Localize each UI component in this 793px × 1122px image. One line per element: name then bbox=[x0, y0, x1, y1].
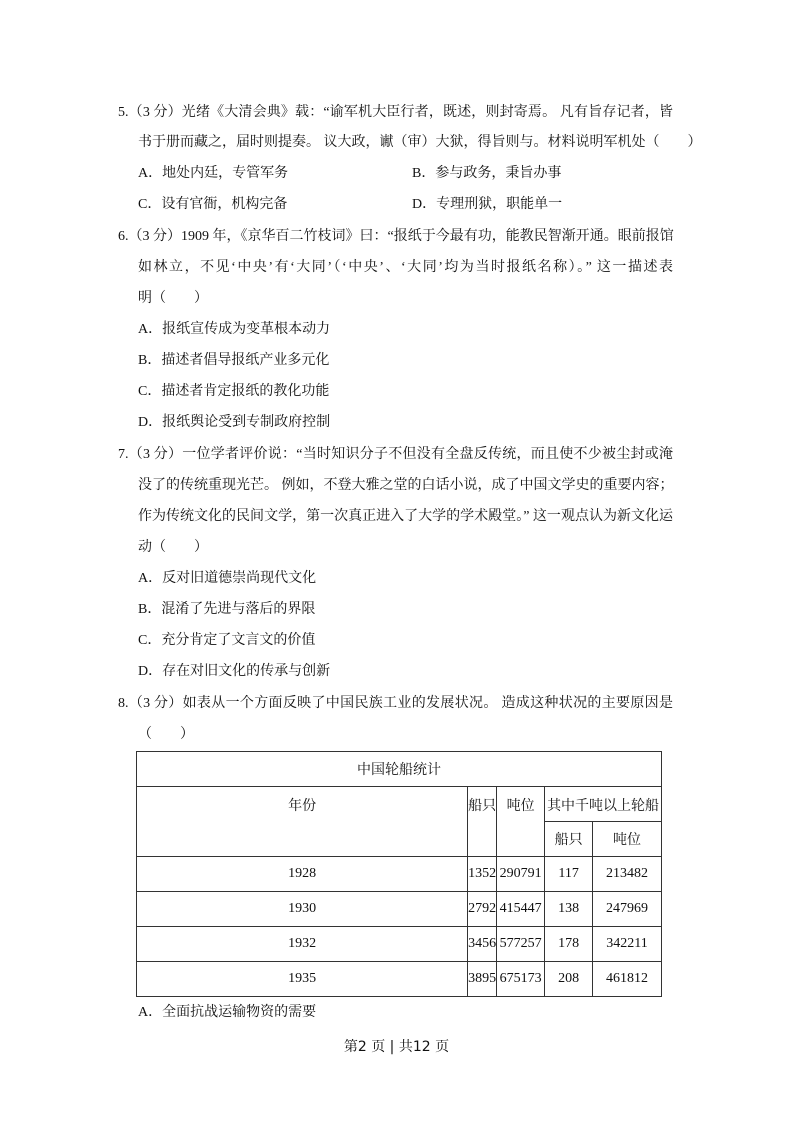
question-text: 5.（3 分）光绪《大清会典》载：“谕军机大臣行者，既述，则封寄焉。 凡有旨存记者，皆 bbox=[118, 105, 673, 120]
option-c: C．设有官衙，机构完备 bbox=[138, 197, 288, 212]
option-c: C．描述者肯定报纸的教化功能 bbox=[138, 384, 330, 399]
table-row bbox=[137, 892, 662, 927]
question-text: 动（ ） bbox=[138, 540, 208, 555]
question-text: 8.（3 分）如表从一个方面反映了中国民族工业的发展状况。 造成这种状况的主要原因是 bbox=[118, 696, 673, 711]
option-c: C．充分肯定了文言文的价值 bbox=[138, 633, 316, 648]
header-tonnage: 吨位 bbox=[497, 787, 545, 857]
table-cell: 675173 bbox=[497, 962, 545, 997]
question-text: （ ） bbox=[138, 727, 194, 742]
option-b: B．参与政务，秉旨办事 bbox=[412, 166, 562, 181]
table-cell: 1930 bbox=[137, 892, 468, 927]
table-row bbox=[137, 927, 662, 962]
table-cell: 3456 bbox=[468, 927, 497, 962]
page-footer: 第2 页 | 共12 页 bbox=[343, 1039, 450, 1055]
question-text: 书于册而藏之，届时则提奏。 议大政，谳（审）大狱，得旨则与。材料说明军机处（ ） bbox=[138, 135, 702, 150]
header-large-ships: 其中千吨以上轮船 bbox=[545, 787, 662, 822]
header-year: 年份 bbox=[137, 787, 468, 857]
option-d: D．报纸舆论受到专制政府控制 bbox=[138, 415, 331, 430]
table-cell: 1352 bbox=[468, 857, 497, 892]
table-cell: 178 bbox=[545, 927, 593, 962]
option-a: A．报纸宣传成为变革根本动力 bbox=[138, 322, 331, 337]
option-a-text: A．地处内廷，专管军务 bbox=[138, 166, 289, 181]
header-ships: 船只 bbox=[468, 787, 497, 857]
table-cell: 577257 bbox=[497, 927, 545, 962]
option-a: A．全面抗战运输物资的需要 bbox=[138, 1005, 317, 1020]
table-row bbox=[137, 857, 662, 892]
option-a bbox=[138, 164, 673, 184]
option-b: B．混淆了先进与落后的界限 bbox=[138, 602, 316, 617]
question-text: 明（ ） bbox=[138, 291, 208, 306]
question-text: 如林立，不见‘中央’有‘大同’（‘中央’、‘大同’均为当时报纸名称）。” 这一描述表 bbox=[138, 260, 673, 275]
table-cell: 138 bbox=[545, 892, 593, 927]
option-a: A．反对旧道德崇尚现代文化 bbox=[138, 571, 317, 586]
table-cell: 117 bbox=[545, 857, 593, 892]
table-cell: 415447 bbox=[497, 892, 545, 927]
ship-statistics-table bbox=[136, 751, 662, 997]
table-cell: 290791 bbox=[497, 857, 545, 892]
table-cell: 208 bbox=[545, 962, 593, 997]
table-cell: 2792 bbox=[468, 892, 497, 927]
table-cell: 3895 bbox=[468, 962, 497, 997]
table-cell: 1935 bbox=[137, 962, 468, 997]
option-d: D．专理刑狱，职能单一 bbox=[412, 197, 563, 212]
header-sub-tonnage: 吨位 bbox=[593, 822, 662, 857]
header-sub-ships: 船只 bbox=[545, 822, 593, 857]
question-text: 作为传统文化的民间文学，第一次真正进入了大学的学术殿堂。” 这一观点认为新文化运 bbox=[138, 509, 673, 524]
table-cell: 247969 bbox=[593, 892, 662, 927]
table-title: 中国轮船统计 bbox=[137, 752, 662, 787]
table-cell: 213482 bbox=[593, 857, 662, 892]
table-cell: 1928 bbox=[137, 857, 468, 892]
question-text: 6.（3 分）1909 年，《京华百二竹枝词》曰：“报纸于今最有功，能教民智渐开通。眼前报馆 bbox=[118, 229, 674, 244]
question-text: 7.（3 分）一位学者评价说：“当时知识分子不但没有全盘反传统，而且使不少被尘封或淹 bbox=[118, 447, 673, 462]
table-cell: 461812 bbox=[593, 962, 662, 997]
table-cell: 342211 bbox=[593, 927, 662, 962]
question-text: 没了的传统重现光芒。 例如，不登大雅之堂的白话小说，成了中国文学史的重要内容； bbox=[138, 478, 674, 493]
table-row bbox=[137, 962, 662, 997]
option-d: D．存在对旧文化的传承与创新 bbox=[138, 664, 331, 679]
option-b: B．描述者倡导报纸产业多元化 bbox=[138, 353, 330, 368]
table-cell: 1932 bbox=[137, 927, 468, 962]
